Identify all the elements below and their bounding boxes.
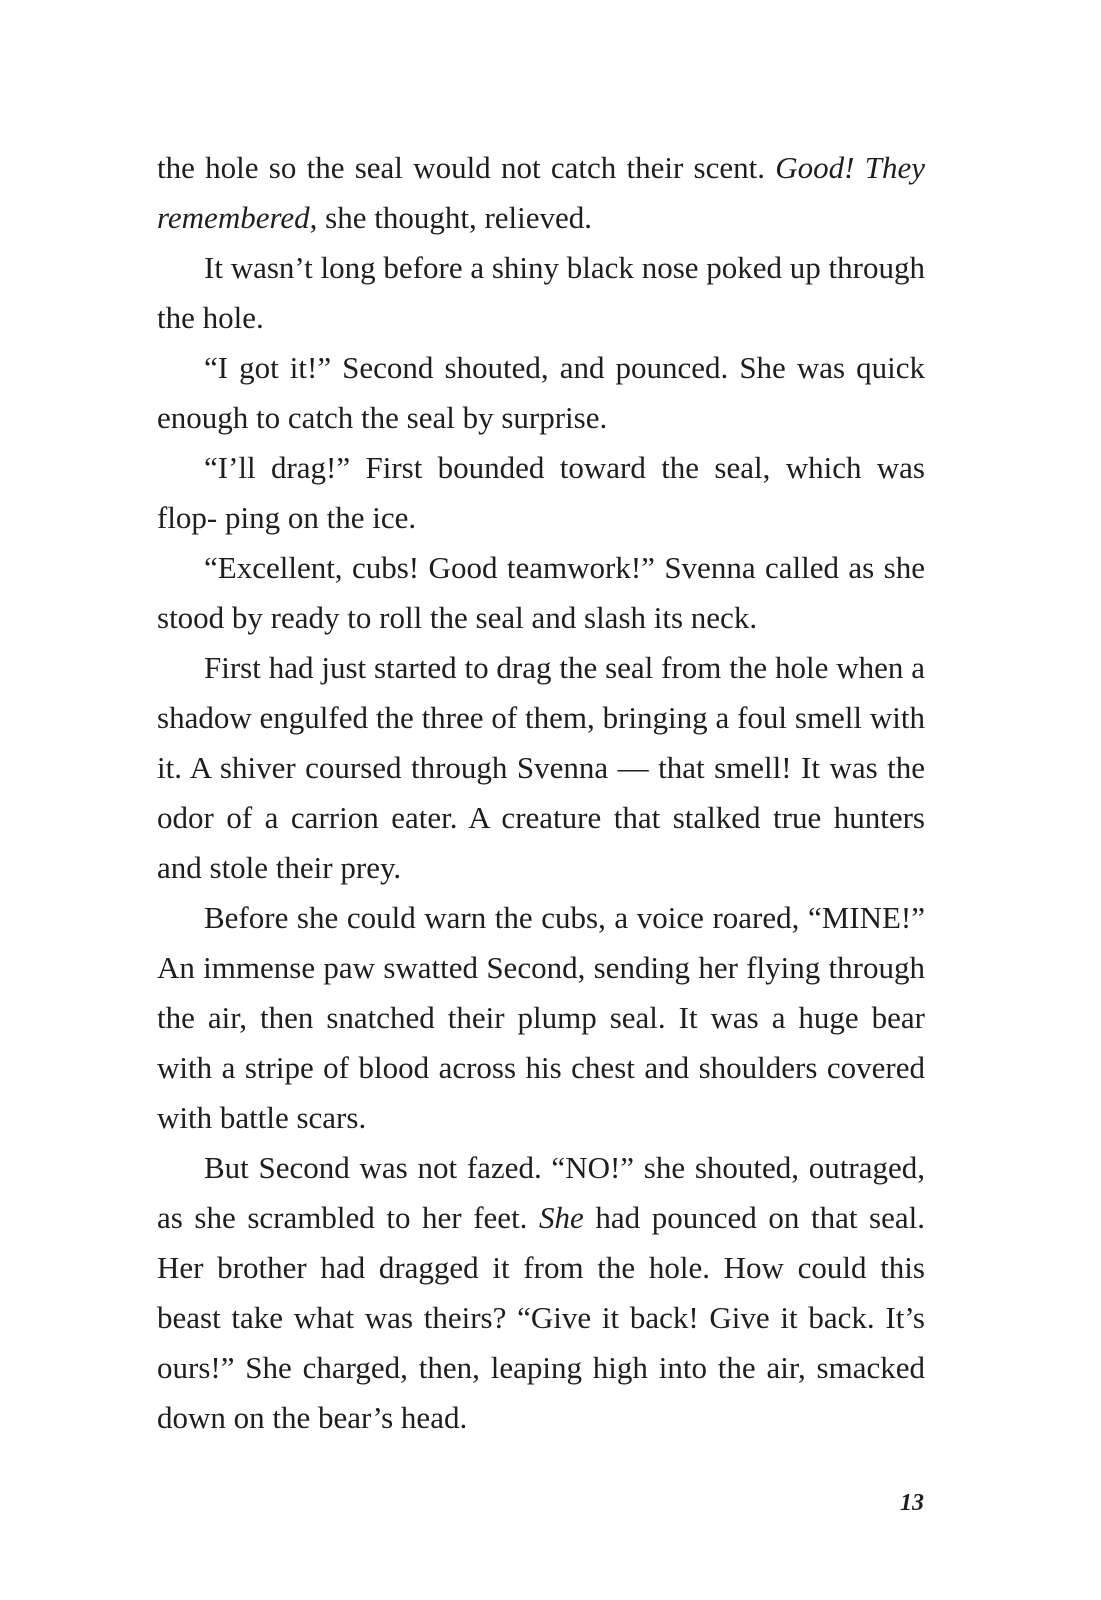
text-run: “I got it!” Second shouted, and pounced. She was quick enough to catch the seal by surprise.	[157, 350, 925, 435]
paragraph	[157, 1143, 925, 1443]
text-run: had pounced on that seal. Her brother had dragged it from the hole. How could this beast take what was theirs? “Give it back! Give it back. It’s ours!” She charged, then, leaping high into the air, smacked down on the bear’s head.	[157, 1200, 925, 1435]
text-run: But Second was not fazed. “NO!” she shouted, outraged, as she scrambled to her feet.	[157, 1150, 925, 1235]
text-run: “Excellent, cubs! Good teamwork!” Svenna called as she stood by ready to roll the seal and slash its neck.	[157, 550, 925, 635]
paragraph	[157, 443, 925, 543]
paragraph	[157, 243, 925, 343]
paragraph	[157, 343, 925, 443]
text-run: the hole so the seal would not catch their scent.	[157, 150, 776, 185]
page-number: 13	[900, 1490, 924, 1516]
body-text	[157, 143, 925, 1443]
italic-text: Good! They remembered	[157, 150, 925, 235]
text-run: First had just started to drag the seal from the hole when a shadow engulfed the three of them, bringing a foul smell with it. A shiver coursed through Svenna — that smell! It was the odor of a carrion eater. A creature that stalked true hunters and stole their prey.	[157, 650, 925, 885]
italic-text: She	[539, 1200, 584, 1235]
paragraph	[157, 543, 925, 643]
paragraph	[157, 893, 925, 1143]
text-run: Before she could warn the cubs, a voice roared, “MINE!” An immense paw swatted Second, sending her flying through the air, then snatched their plump seal. It was a huge bear with a stripe of blood across his chest and shoulders covered with battle scars.	[157, 900, 925, 1135]
text-run: It wasn’t long before a shiny black nose poked up through the hole.	[157, 250, 925, 335]
paragraph	[157, 143, 925, 243]
text-run: “I’ll drag!” First bounded toward the seal, which was flop- ping on the ice.	[157, 450, 925, 535]
paragraph	[157, 643, 925, 893]
text-run: , she thought, relieved.	[309, 200, 593, 235]
